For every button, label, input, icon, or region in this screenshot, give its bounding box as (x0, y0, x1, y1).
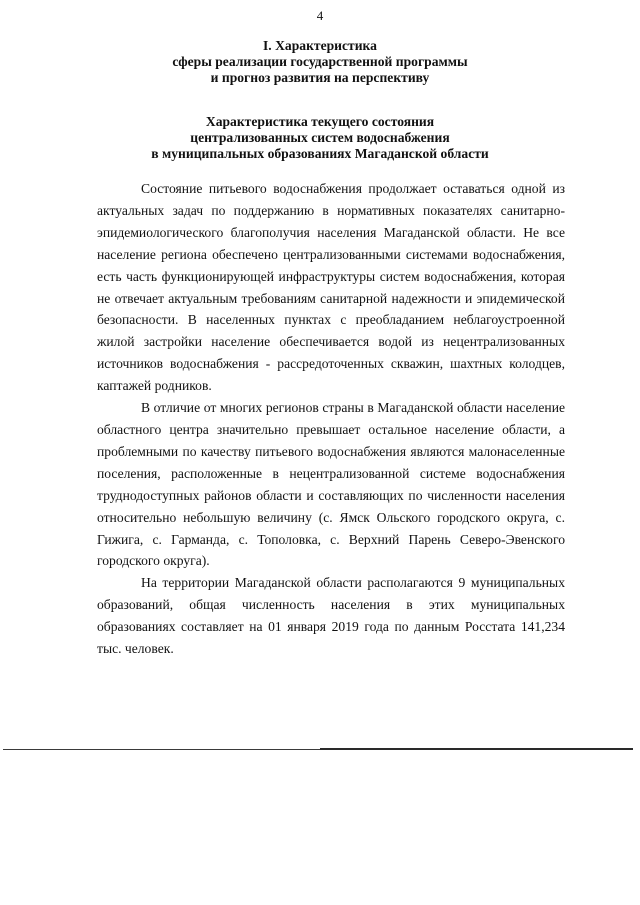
sub-heading (0, 114, 640, 163)
section-heading-line: сферы реализации государственной программы (172, 54, 468, 70)
horizontal-rule-thick (320, 748, 633, 750)
body-text (97, 178, 565, 660)
page-number: 4 (316, 8, 324, 23)
paragraph-water-supply-state: Состояние питьевого водоснабжения продолжает оставаться одной из актуальных задач по поддержанию в нормативных показателях санитарно-эпидемиологического благополучия населения Магаданской области. Не все население региона обеспечено централизованными системами водоснабжения, есть часть функционирующей инфраструктуры систем водоснабжения, которая не отвечает актуальным требованиям санитарной надежности и эпидемической безопасности. В населенных пунктах с преобладанием неблагоустроенной жилой застройки население обеспечивается водой из нецентрализованных источников водоснабжения - рассредоточенных скважин, шахтных колодцев, каптажей родников. (97, 181, 565, 394)
paragraph-municipalities: На территории Магаданской области располагаются 9 муниципальных образований, общая численность населения в этих муниципальных образованиях составляет на 01 января 2019 года по данным Росстата 141,234 тыс. человек. (97, 575, 565, 657)
paragraph-regional-center: В отличие от многих регионов страны в Магаданской области население областного центра значительно превышает остальное население области, а проблемными по качеству питьевого водоснабжения являются малонаселенные поселения, расположенные в нецентрализованной системе водоснабжения труднодоступных районов области и составляющих по численности населения относительно небольшую величину (с. Ямск Ольского городского округа, с. Гижига, с. Гарманда, с. Тополовка, с. Верхний Парень Северо-Эвенского городского округа). (97, 400, 565, 569)
sub-heading-line: Характеристика текущего состояния (205, 114, 435, 129)
section-heading-line: и прогноз развития на перспективу (210, 70, 430, 86)
section-heading (0, 38, 640, 87)
sub-heading-line: централизованных систем водоснабжения (190, 130, 450, 146)
section-heading-line: I. Характеристика (263, 38, 377, 53)
sub-heading-line: в муниципальных образованиях Магаданской области (151, 146, 489, 162)
